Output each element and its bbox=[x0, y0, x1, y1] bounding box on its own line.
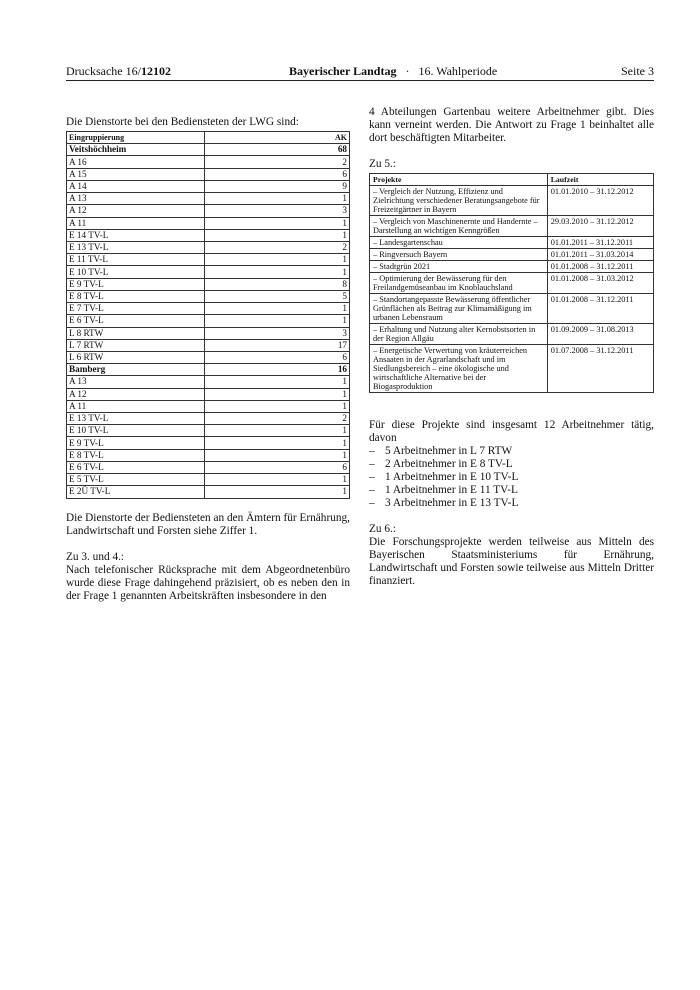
list-item bbox=[369, 497, 654, 510]
table-row bbox=[67, 388, 350, 400]
table-row bbox=[370, 294, 654, 324]
zu6-heading: Zu 6.: bbox=[369, 523, 396, 535]
table-row bbox=[370, 237, 654, 249]
eingruppierung-cell: E 13 TV-L bbox=[67, 241, 205, 253]
ak-cell: 1 bbox=[205, 266, 350, 278]
eingruppierung-cell: E 6 TV-L bbox=[67, 461, 205, 473]
staff-location-table-body bbox=[67, 132, 350, 499]
project-cell: – Stadtgrün 2021 bbox=[370, 261, 548, 273]
ak-cell: 1 bbox=[205, 449, 350, 461]
table-row bbox=[370, 261, 654, 273]
project-cell: – Ringversuch Bayern bbox=[370, 249, 548, 261]
table-row bbox=[67, 449, 350, 461]
ak-cell: 1 bbox=[205, 193, 350, 205]
eingruppierung-cell: E 13 TV-L bbox=[67, 413, 205, 425]
project-cell: – Erhaltung und Nutzung alter Kernobstsorten in der Region Allgäu bbox=[370, 324, 548, 345]
continuation-paragraph: 4 Abteilungen Gartenbau weitere Arbeitnehmer gibt. Dies kann verneint werden. Die Antwort zu Frage 1 beinhaltet alle dort beschäftigten Mitarbeiter. bbox=[369, 106, 654, 144]
list-dash: – bbox=[369, 458, 375, 470]
ak-cell: 6 bbox=[205, 351, 350, 363]
eingruppierung-cell: A 15 bbox=[67, 168, 205, 180]
project-cell: – Optimierung der Bewässerung für den Freilandgemüseanbau im Knoblauchsland bbox=[370, 273, 548, 294]
ak-cell: 1 bbox=[205, 303, 350, 315]
projects-table bbox=[369, 173, 654, 393]
eingruppierung-cell: A 16 bbox=[67, 156, 205, 168]
eingruppierung-cell: A 14 bbox=[67, 180, 205, 192]
eingruppierung-cell: Bamberg bbox=[67, 364, 205, 376]
project-cell: – Standortangepasste Bewässerung öffentlicher Grünflächen als Beitrag zur Klimamäßigung im urbanen Lebensraum bbox=[370, 294, 548, 324]
column-header-laufzeit: Laufzeit bbox=[547, 174, 653, 186]
list-item bbox=[369, 484, 654, 497]
table-row bbox=[67, 339, 350, 351]
table-row bbox=[67, 351, 350, 363]
table1-intro: Die Dienstorte bei den Bediensteten der LWG sind: bbox=[66, 116, 299, 128]
eingruppierung-cell: E 8 TV-L bbox=[67, 449, 205, 461]
eingruppierung-cell: A 13 bbox=[67, 193, 205, 205]
zu6-text: Die Forschungsprojekte werden teilweise aus Mitteln des Bayerischen Staatsministeriums für Ernährung, Landwirtschaft und Forsten sowie teilweise aus Mitteln Dritter finanziert. bbox=[369, 536, 654, 587]
ak-cell: 68 bbox=[205, 144, 350, 156]
table-header-row bbox=[67, 132, 350, 144]
zu5-heading: Zu 5.: bbox=[369, 158, 396, 170]
list-item bbox=[369, 445, 654, 458]
period-cell: 01.01.2008 – 31.03.2012 bbox=[547, 273, 653, 294]
table-row bbox=[370, 216, 654, 237]
list-dash: – bbox=[369, 484, 375, 496]
table-header-row bbox=[370, 174, 654, 186]
eingruppierung-cell: E 5 TV-L bbox=[67, 474, 205, 486]
period-cell: 29.03.2010 – 31.12.2012 bbox=[547, 216, 653, 237]
table-row bbox=[67, 474, 350, 486]
list-item-text: 2 Arbeitnehmer in E 8 TV-L bbox=[385, 458, 513, 470]
table-row bbox=[67, 205, 350, 217]
eingruppierung-cell: E 8 TV-L bbox=[67, 290, 205, 302]
ak-cell: 9 bbox=[205, 180, 350, 192]
ak-cell: 1 bbox=[205, 400, 350, 412]
project-cell: – Landesgartenschau bbox=[370, 237, 548, 249]
eingruppierung-cell: A 12 bbox=[67, 205, 205, 217]
list-item bbox=[369, 471, 654, 484]
table-row bbox=[67, 437, 350, 449]
table-row bbox=[67, 229, 350, 241]
eingruppierung-cell: A 12 bbox=[67, 388, 205, 400]
period-cell: 01.01.2011 – 31.03.2014 bbox=[547, 249, 653, 261]
group-row bbox=[67, 364, 350, 376]
ak-cell: 1 bbox=[205, 254, 350, 266]
table-row bbox=[67, 156, 350, 168]
ak-cell: 5 bbox=[205, 290, 350, 302]
ak-cell: 2 bbox=[205, 156, 350, 168]
eingruppierung-cell: E 11 TV-L bbox=[67, 254, 205, 266]
eingruppierung-cell: E 9 TV-L bbox=[67, 437, 205, 449]
period-cell: 01.01.2008 – 31.12.2011 bbox=[547, 261, 653, 273]
eingruppierung-cell: E 14 TV-L bbox=[67, 229, 205, 241]
eingruppierung-cell: L 7 RTW bbox=[67, 339, 205, 351]
list-item bbox=[369, 458, 654, 471]
table-row bbox=[67, 180, 350, 192]
dienstorte-paragraph: Die Dienstorte der Bediensteten an den Ämtern für Ernährung, Landwirtschaft und Forsten siehe Ziffer 1. bbox=[66, 511, 350, 537]
list-item-text: 1 Arbeitnehmer in E 11 TV-L bbox=[385, 484, 518, 496]
projects-intro: Für diese Projekte sind insgesamt 12 Arbeitnehmer tätig, davon bbox=[369, 419, 654, 444]
period-cell: 01.01.2011 – 31.12.2011 bbox=[547, 237, 653, 249]
ak-cell: 1 bbox=[205, 376, 350, 388]
period-cell: 01.07.2008 – 31.12.2011 bbox=[547, 345, 653, 393]
table-row bbox=[67, 254, 350, 266]
ak-cell: 1 bbox=[205, 388, 350, 400]
table-row bbox=[67, 461, 350, 473]
list-dash: – bbox=[369, 497, 375, 509]
document-number bbox=[66, 64, 171, 79]
doc-number-value: 12102 bbox=[140, 64, 171, 78]
table-row bbox=[370, 345, 654, 393]
projects-table-body bbox=[370, 174, 654, 393]
table-row bbox=[370, 273, 654, 294]
eingruppierung-cell: E 9 TV-L bbox=[67, 278, 205, 290]
column-header-projekte: Projekte bbox=[370, 174, 548, 186]
table-row bbox=[67, 486, 350, 498]
eingruppierung-cell: L 8 RTW bbox=[67, 327, 205, 339]
table-row bbox=[67, 168, 350, 180]
table-row bbox=[67, 241, 350, 253]
list-item-text: 5 Arbeitnehmer in L 7 RTW bbox=[385, 445, 513, 457]
ak-cell: 2 bbox=[205, 241, 350, 253]
table-row bbox=[67, 303, 350, 315]
table-row bbox=[67, 278, 350, 290]
ak-cell: 6 bbox=[205, 168, 350, 180]
table-row bbox=[67, 193, 350, 205]
table-row bbox=[67, 217, 350, 229]
table-row bbox=[67, 266, 350, 278]
eingruppierung-cell: L 6 RTW bbox=[67, 351, 205, 363]
eingruppierung-cell: E 6 TV-L bbox=[67, 315, 205, 327]
legislative-period: 16. Wahlperiode bbox=[418, 64, 498, 78]
eingruppierung-cell: E 10 TV-L bbox=[67, 425, 205, 437]
ak-cell: 1 bbox=[205, 229, 350, 241]
zu34-heading: Zu 3. und 4.: bbox=[66, 550, 125, 563]
ak-cell: 1 bbox=[205, 437, 350, 449]
header-separator: · bbox=[405, 64, 410, 78]
table-row bbox=[67, 425, 350, 437]
ak-cell: 1 bbox=[205, 217, 350, 229]
column-header-ak: AK bbox=[205, 132, 350, 144]
doc-label: Drucksache 16/ bbox=[66, 64, 141, 78]
project-cell: – Vergleich von Maschinenernte und Handernte – Darstellung an wichtigen Kenngrößen bbox=[370, 216, 548, 237]
staff-location-table bbox=[66, 131, 350, 499]
list-dash: – bbox=[369, 471, 375, 483]
ak-cell: 1 bbox=[205, 425, 350, 437]
table-row bbox=[67, 376, 350, 388]
ak-cell: 1 bbox=[205, 486, 350, 498]
period-cell: 01.09.2009 – 31.08.2013 bbox=[547, 324, 653, 345]
table-row bbox=[370, 186, 654, 216]
list-item-text: 3 Arbeitnehmer in E 13 TV-L bbox=[385, 497, 519, 509]
ak-cell: 16 bbox=[205, 364, 350, 376]
right-column bbox=[369, 106, 654, 588]
page-number: Seite 3 bbox=[621, 64, 654, 78]
eingruppierung-cell: E 10 TV-L bbox=[67, 266, 205, 278]
eingruppierung-cell: Veitshöchheim bbox=[67, 144, 205, 156]
column-header-eingruppierung: Eingruppierung bbox=[67, 132, 205, 144]
eingruppierung-cell: E 7 TV-L bbox=[67, 303, 205, 315]
eingruppierung-cell: E 2Ü TV-L bbox=[67, 486, 205, 498]
list-dash: – bbox=[369, 445, 375, 457]
ak-cell: 3 bbox=[205, 327, 350, 339]
table-row bbox=[370, 324, 654, 345]
ak-cell: 8 bbox=[205, 278, 350, 290]
project-cell: – Energetische Verwertung von kräuterreichen Ansaaten in der Agrarlandschaft und im Siedlungsbereich – eine ökologische und wirtschaftliche Alternative bei der Biogasproduktion bbox=[370, 345, 548, 393]
period-cell: 01.01.2010 – 31.12.2012 bbox=[547, 186, 653, 216]
ak-cell: 3 bbox=[205, 205, 350, 217]
table-row bbox=[67, 315, 350, 327]
project-cell: – Vergleich der Nutzung, Effizienz und Zielrichtung verschiedener Beratungsangebote für Freizeitgärtner in Bayern bbox=[370, 186, 548, 216]
header-rule bbox=[66, 80, 654, 81]
zu34-text: Nach telefonischer Rücksprache mit dem Abgeordnetenbüro wurde diese Frage dahingehend präzisiert, ob es neben den in der Frage 1 genannten Arbeitskräften insbesondere in den bbox=[66, 563, 350, 602]
eingruppierung-cell: A 11 bbox=[67, 400, 205, 412]
page-header bbox=[66, 64, 654, 80]
table-row bbox=[67, 413, 350, 425]
ak-cell: 1 bbox=[205, 474, 350, 486]
ak-cell: 1 bbox=[205, 315, 350, 327]
ak-cell: 2 bbox=[205, 413, 350, 425]
list-item-text: 1 Arbeitnehmer in E 10 TV-L bbox=[385, 471, 519, 483]
group-row bbox=[67, 144, 350, 156]
table-row bbox=[67, 400, 350, 412]
eingruppierung-cell: A 13 bbox=[67, 376, 205, 388]
header-center bbox=[289, 64, 497, 79]
ak-cell: 6 bbox=[205, 461, 350, 473]
staff-list bbox=[369, 445, 654, 510]
table-row bbox=[67, 327, 350, 339]
left-column bbox=[66, 116, 350, 603]
eingruppierung-cell: A 11 bbox=[67, 217, 205, 229]
table-row bbox=[370, 249, 654, 261]
ak-cell: 17 bbox=[205, 339, 350, 351]
table-row bbox=[67, 290, 350, 302]
period-cell: 01.01.2008 – 31.12.2011 bbox=[547, 294, 653, 324]
parliament-name: Bayerischer Landtag bbox=[289, 64, 397, 78]
